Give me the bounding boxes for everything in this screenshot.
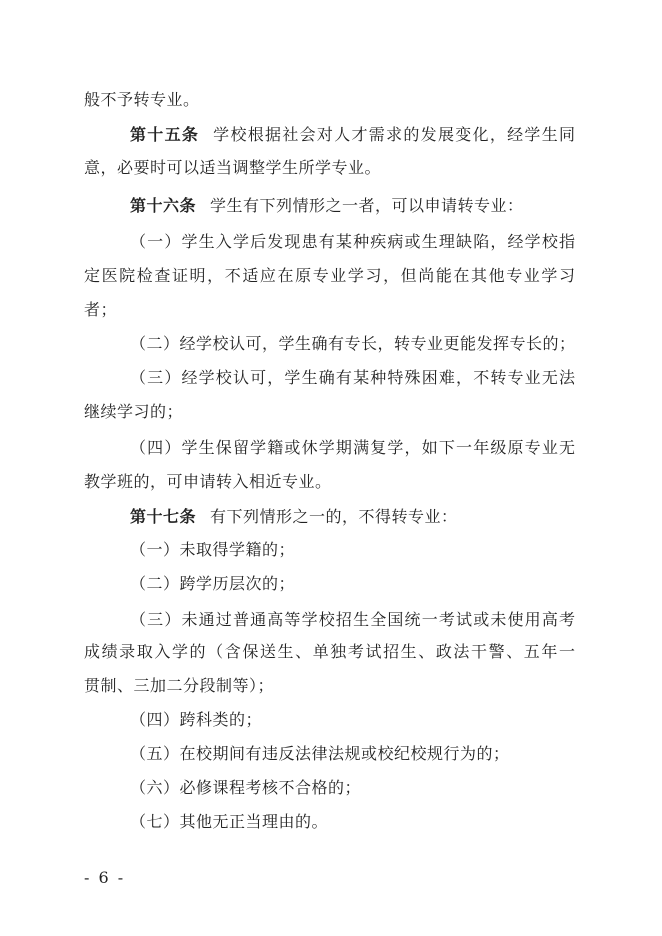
article-heading: 第十五条 xyxy=(130,125,200,144)
article-heading: 第十六条 xyxy=(130,196,197,215)
text-line xyxy=(130,609,575,631)
line-text: （一）未取得学籍的； xyxy=(130,540,296,559)
line-text: （三）经学校认可，学生确有某种特殊困难，不转专业无法 xyxy=(130,368,575,387)
text-line xyxy=(130,777,575,799)
line-text: 有下列情形之一的，不得转专业： xyxy=(210,507,458,526)
text-line xyxy=(130,573,575,595)
line-text: （七）其他无正当理由的。 xyxy=(130,812,329,831)
line-text: （二）跨学历层次的； xyxy=(130,574,296,593)
line-text: 定医院检查证明，不适应在原专业学习，但尚能在其他专业学习 xyxy=(84,266,575,285)
line-text: （三）未通过普通高等学校招生全国统一考试或未使用高考 xyxy=(130,610,575,629)
text-line xyxy=(84,299,575,321)
line-text: 般不予转专业。 xyxy=(84,90,200,109)
line-text: 意，必要时可以适当调整学生所学专业。 xyxy=(84,158,382,177)
text-line xyxy=(130,811,575,833)
line-text: 教学班的，可申请转入相近专业。 xyxy=(84,472,332,491)
text-line xyxy=(130,539,575,561)
line-text: （四）学生保留学籍或休学期满复学，如下一年级原专业无 xyxy=(130,438,575,457)
text-line xyxy=(84,265,575,287)
text-line xyxy=(130,333,575,355)
text-line xyxy=(130,437,575,459)
line-text: 继续学习的； xyxy=(84,402,184,421)
text-line xyxy=(130,124,575,146)
text-line xyxy=(130,506,575,528)
line-text: （五）在校期间有违反法律法规或校纪校规行为的； xyxy=(130,744,510,763)
line-text: 者； xyxy=(84,300,118,319)
line-text: 贯制、三加二分段制等）； xyxy=(84,676,275,695)
line-text: （四）跨科类的； xyxy=(130,710,263,729)
line-text: （六）必修课程考核不合格的； xyxy=(130,778,362,797)
line-text: 学生有下列情形之一者，可以申请转专业： xyxy=(210,196,524,215)
text-line xyxy=(84,675,575,697)
line-text: 成绩录取入学的（含保送生、单独考试招生、政法干警、五年一 xyxy=(84,642,575,661)
page-number: - 6 - xyxy=(84,868,126,887)
text-line xyxy=(130,743,575,765)
text-line xyxy=(84,89,575,111)
line-text: 学校根据社会对人才需求的发展变化，经学生同 xyxy=(213,125,575,144)
text-line xyxy=(84,641,575,663)
text-line xyxy=(130,231,575,253)
text-line xyxy=(84,401,575,423)
text-line xyxy=(130,709,575,731)
text-line xyxy=(84,157,575,179)
line-text: （二）经学校认可，学生确有专长，转专业更能发挥专长的； xyxy=(130,334,575,353)
text-line xyxy=(84,471,575,493)
article-heading: 第十七条 xyxy=(130,507,197,526)
line-text: （一）学生入学后发现患有某种疾病或生理缺陷，经学校指 xyxy=(130,232,575,251)
text-line xyxy=(130,195,575,217)
text-line xyxy=(130,367,575,389)
